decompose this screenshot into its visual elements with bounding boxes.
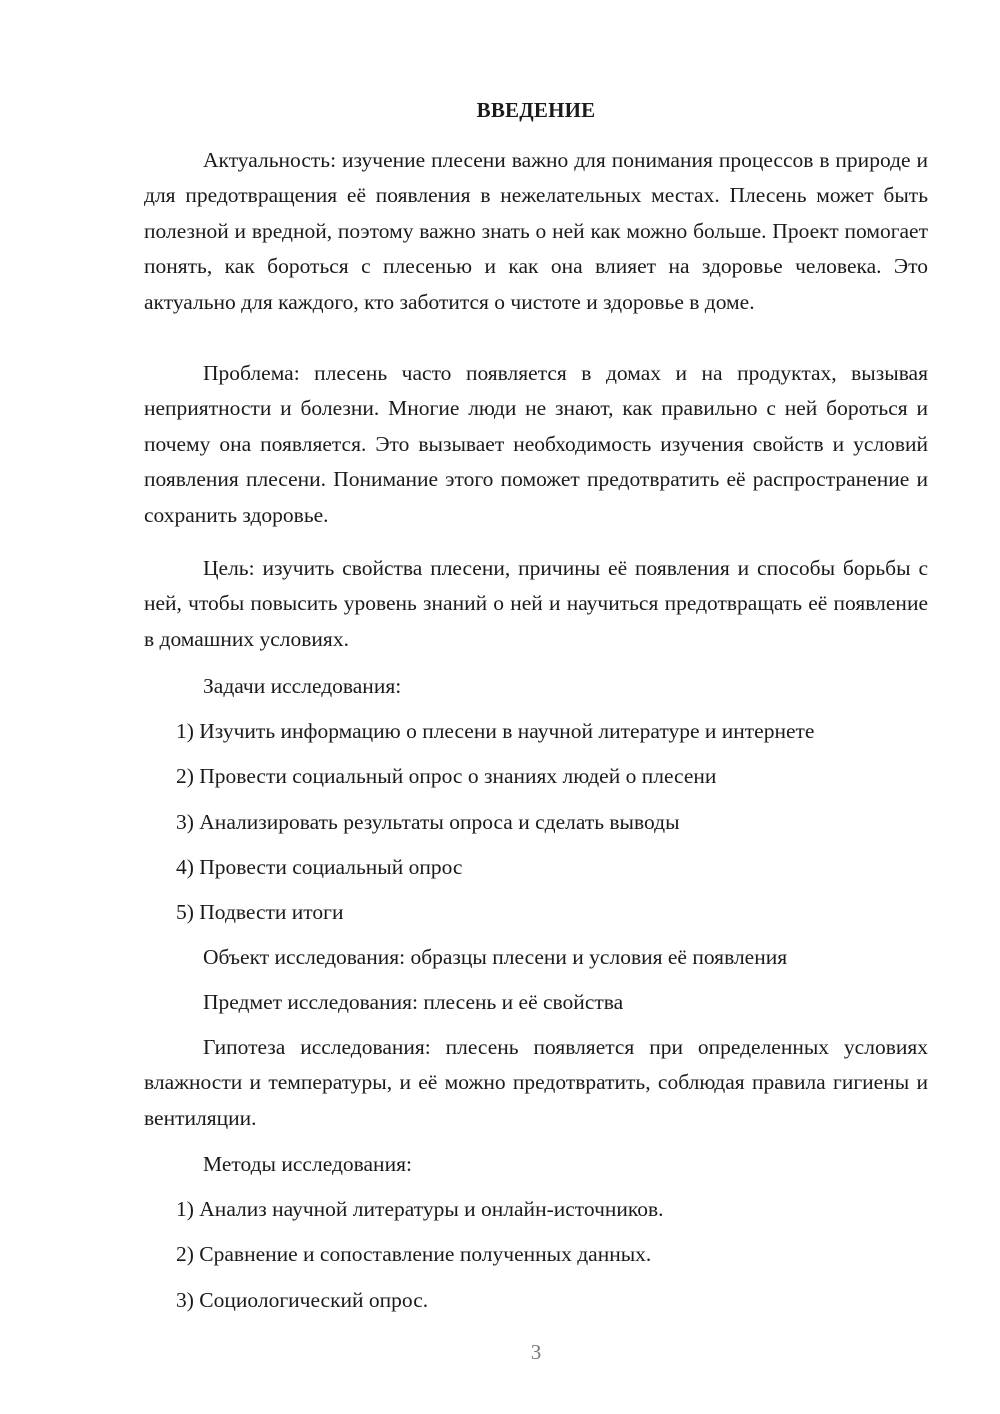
research-subject: Предмет исследования: плесень и её свойства bbox=[203, 990, 624, 1014]
problem-paragraph: Проблема: плесень часто появляется в домах и на продуктах, вызывая неприятности и болезни. Многие люди не знают, как правильно с ней бороться и почему она появляется. Это вызывает необходимость изучения свойств и условий появления плесени. Понимание этого поможет предотвратить её распространение и сохранить здоровье. bbox=[144, 361, 928, 527]
relevance-paragraph: Актуальность: изучение плесени важно для понимания процессов в природе и для предотвращения её появления в нежелательных местах. Плесень может быть полезной и вредной, поэтому важно знать о ней как можно больше. Проект помогает понять, как бороться с плесенью и как она влияет на здоровье человека. Это актуально для каждого, кто заботится о чистоте и здоровье в доме. bbox=[144, 148, 928, 314]
method-item: 3) Социологический опрос. bbox=[176, 1288, 429, 1312]
task-item: 3) Анализировать результаты опроса и сделать выводы bbox=[176, 810, 680, 834]
tasks-title: Задачи исследования: bbox=[203, 674, 402, 698]
goal-paragraph: Цель: изучить свойства плесени, причины её появления и способы борьбы с ней, чтобы повысить уровень знаний о ней и научиться предотвращать её появление в домашних условиях. bbox=[144, 556, 928, 651]
method-item: 2) Сравнение и сопоставление полученных данных. bbox=[176, 1242, 652, 1266]
task-item: 4) Провести социальный опрос bbox=[176, 855, 463, 879]
task-item: 2) Провести социальный опрос о знаниях людей о плесени bbox=[176, 764, 717, 788]
page-number: 3 bbox=[530, 1340, 542, 1364]
task-item: 1) Изучить информацию о плесени в научной литературе и интернете bbox=[176, 719, 815, 743]
methods-title: Методы исследования: bbox=[203, 1152, 412, 1176]
section-heading: ВВЕДЕНИЕ bbox=[476, 98, 596, 122]
research-object: Объект исследования: образцы плесени и условия её появления bbox=[203, 945, 788, 969]
method-item: 1) Анализ научной литературы и онлайн-источников. bbox=[176, 1197, 664, 1221]
task-item: 5) Подвести итоги bbox=[176, 900, 344, 924]
hypothesis-paragraph: Гипотеза исследования: плесень появляется при определенных условиях влажности и температуры, и её можно предотвратить, соблюдая правила гигиены и вентиляции. bbox=[144, 1035, 928, 1130]
